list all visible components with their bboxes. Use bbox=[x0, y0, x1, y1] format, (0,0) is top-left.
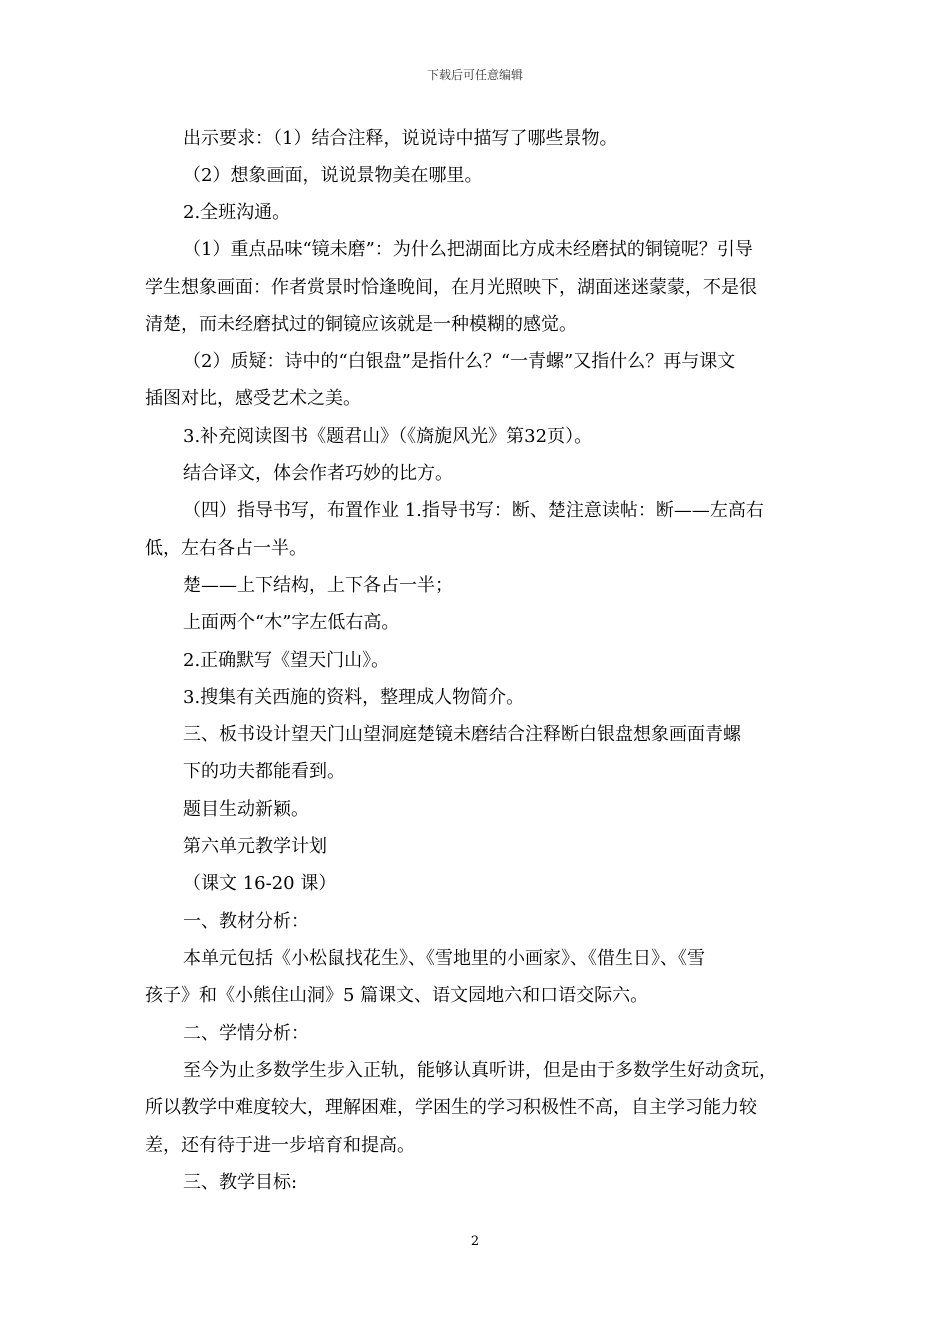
text-line: 所以教学中难度较大，理解困难，学困生的学习积极性不高，自主学习能力较 bbox=[145, 1097, 757, 1118]
text-line: （2）想象画面，说说景物美在哪里。 bbox=[183, 165, 483, 186]
text-line: 出示要求：（1）结合注释，说说诗中描写了哪些景物。 bbox=[183, 128, 618, 149]
text-line: 上面两个“木”字左低右高。 bbox=[183, 612, 400, 633]
text-line: 3.补充阅读图书《题君山》（《旖旎风光》第32页）。 bbox=[183, 426, 593, 447]
text-line: 三、板书设计望天门山望洞庭楚镜未磨结合注释断白银盘想象画面青螺 bbox=[183, 724, 741, 745]
text-line: （1）重点品味“镜未磨”：为什么把湖面比方成未经磨拭的铜镜呢？引导 bbox=[183, 239, 753, 260]
text-line: 三、教学目标: bbox=[183, 1172, 298, 1193]
text-line: 学生想象画面：作者赏景时恰逢晚间，在月光照映下，湖面迷迷蒙蒙，不是很 bbox=[145, 277, 757, 298]
text-line: 低，左右各占一半。 bbox=[145, 538, 307, 559]
text-line: （2）质疑：诗中的“白银盘”是指什么？“一青螺”又指什么？再与课文 bbox=[183, 351, 736, 372]
text-line: 孩子》和《小熊住山洞》5 篇课文、语文园地六和口语交际六。 bbox=[145, 985, 649, 1006]
text-line: 清楚，而未经磨拭过的铜镜应该就是一种模糊的感觉。 bbox=[145, 314, 577, 335]
text-line: 二、学情分析： bbox=[183, 1023, 309, 1044]
text-line: 2.正确默写《望天门山》。 bbox=[183, 650, 390, 671]
page-header: 下载后可任意编辑 bbox=[426, 68, 523, 82]
text-line: 本单元包括《小松鼠找花生》、《雪地里的小画家》、《借生日》、《雪 bbox=[183, 948, 705, 969]
text-line: 插图对比，感受艺术之美。 bbox=[145, 388, 361, 409]
text-line: 至今为止多数学生步入正轨，能够认真听讲，但是由于多数学生好动贪玩， bbox=[183, 1060, 777, 1081]
text-line: （课文 16-20 课） bbox=[183, 873, 337, 894]
text-line: 2.全班沟通。 bbox=[183, 202, 291, 223]
text-line: 下的功夫都能看到。 bbox=[183, 761, 345, 782]
text-line: 3.搜集有关西施的资料，整理成人物简介。 bbox=[183, 687, 525, 708]
text-line: 楚——上下结构，上下各占一半； bbox=[183, 575, 453, 596]
page-number: 2 bbox=[470, 1234, 480, 1249]
text-line: 差，还有待于进一步培育和提高。 bbox=[145, 1135, 415, 1156]
text-line: 题目生动新颖。 bbox=[183, 799, 309, 820]
text-line: 一、教材分析： bbox=[183, 911, 309, 932]
text-line: 第六单元教学计划 bbox=[183, 836, 327, 857]
text-line: （四）指导书写，布置作业 1.指导书写：断、楚注意读帖：断——左高右 bbox=[183, 500, 764, 521]
text-line: 结合译文，体会作者巧妙的比方。 bbox=[183, 463, 453, 484]
